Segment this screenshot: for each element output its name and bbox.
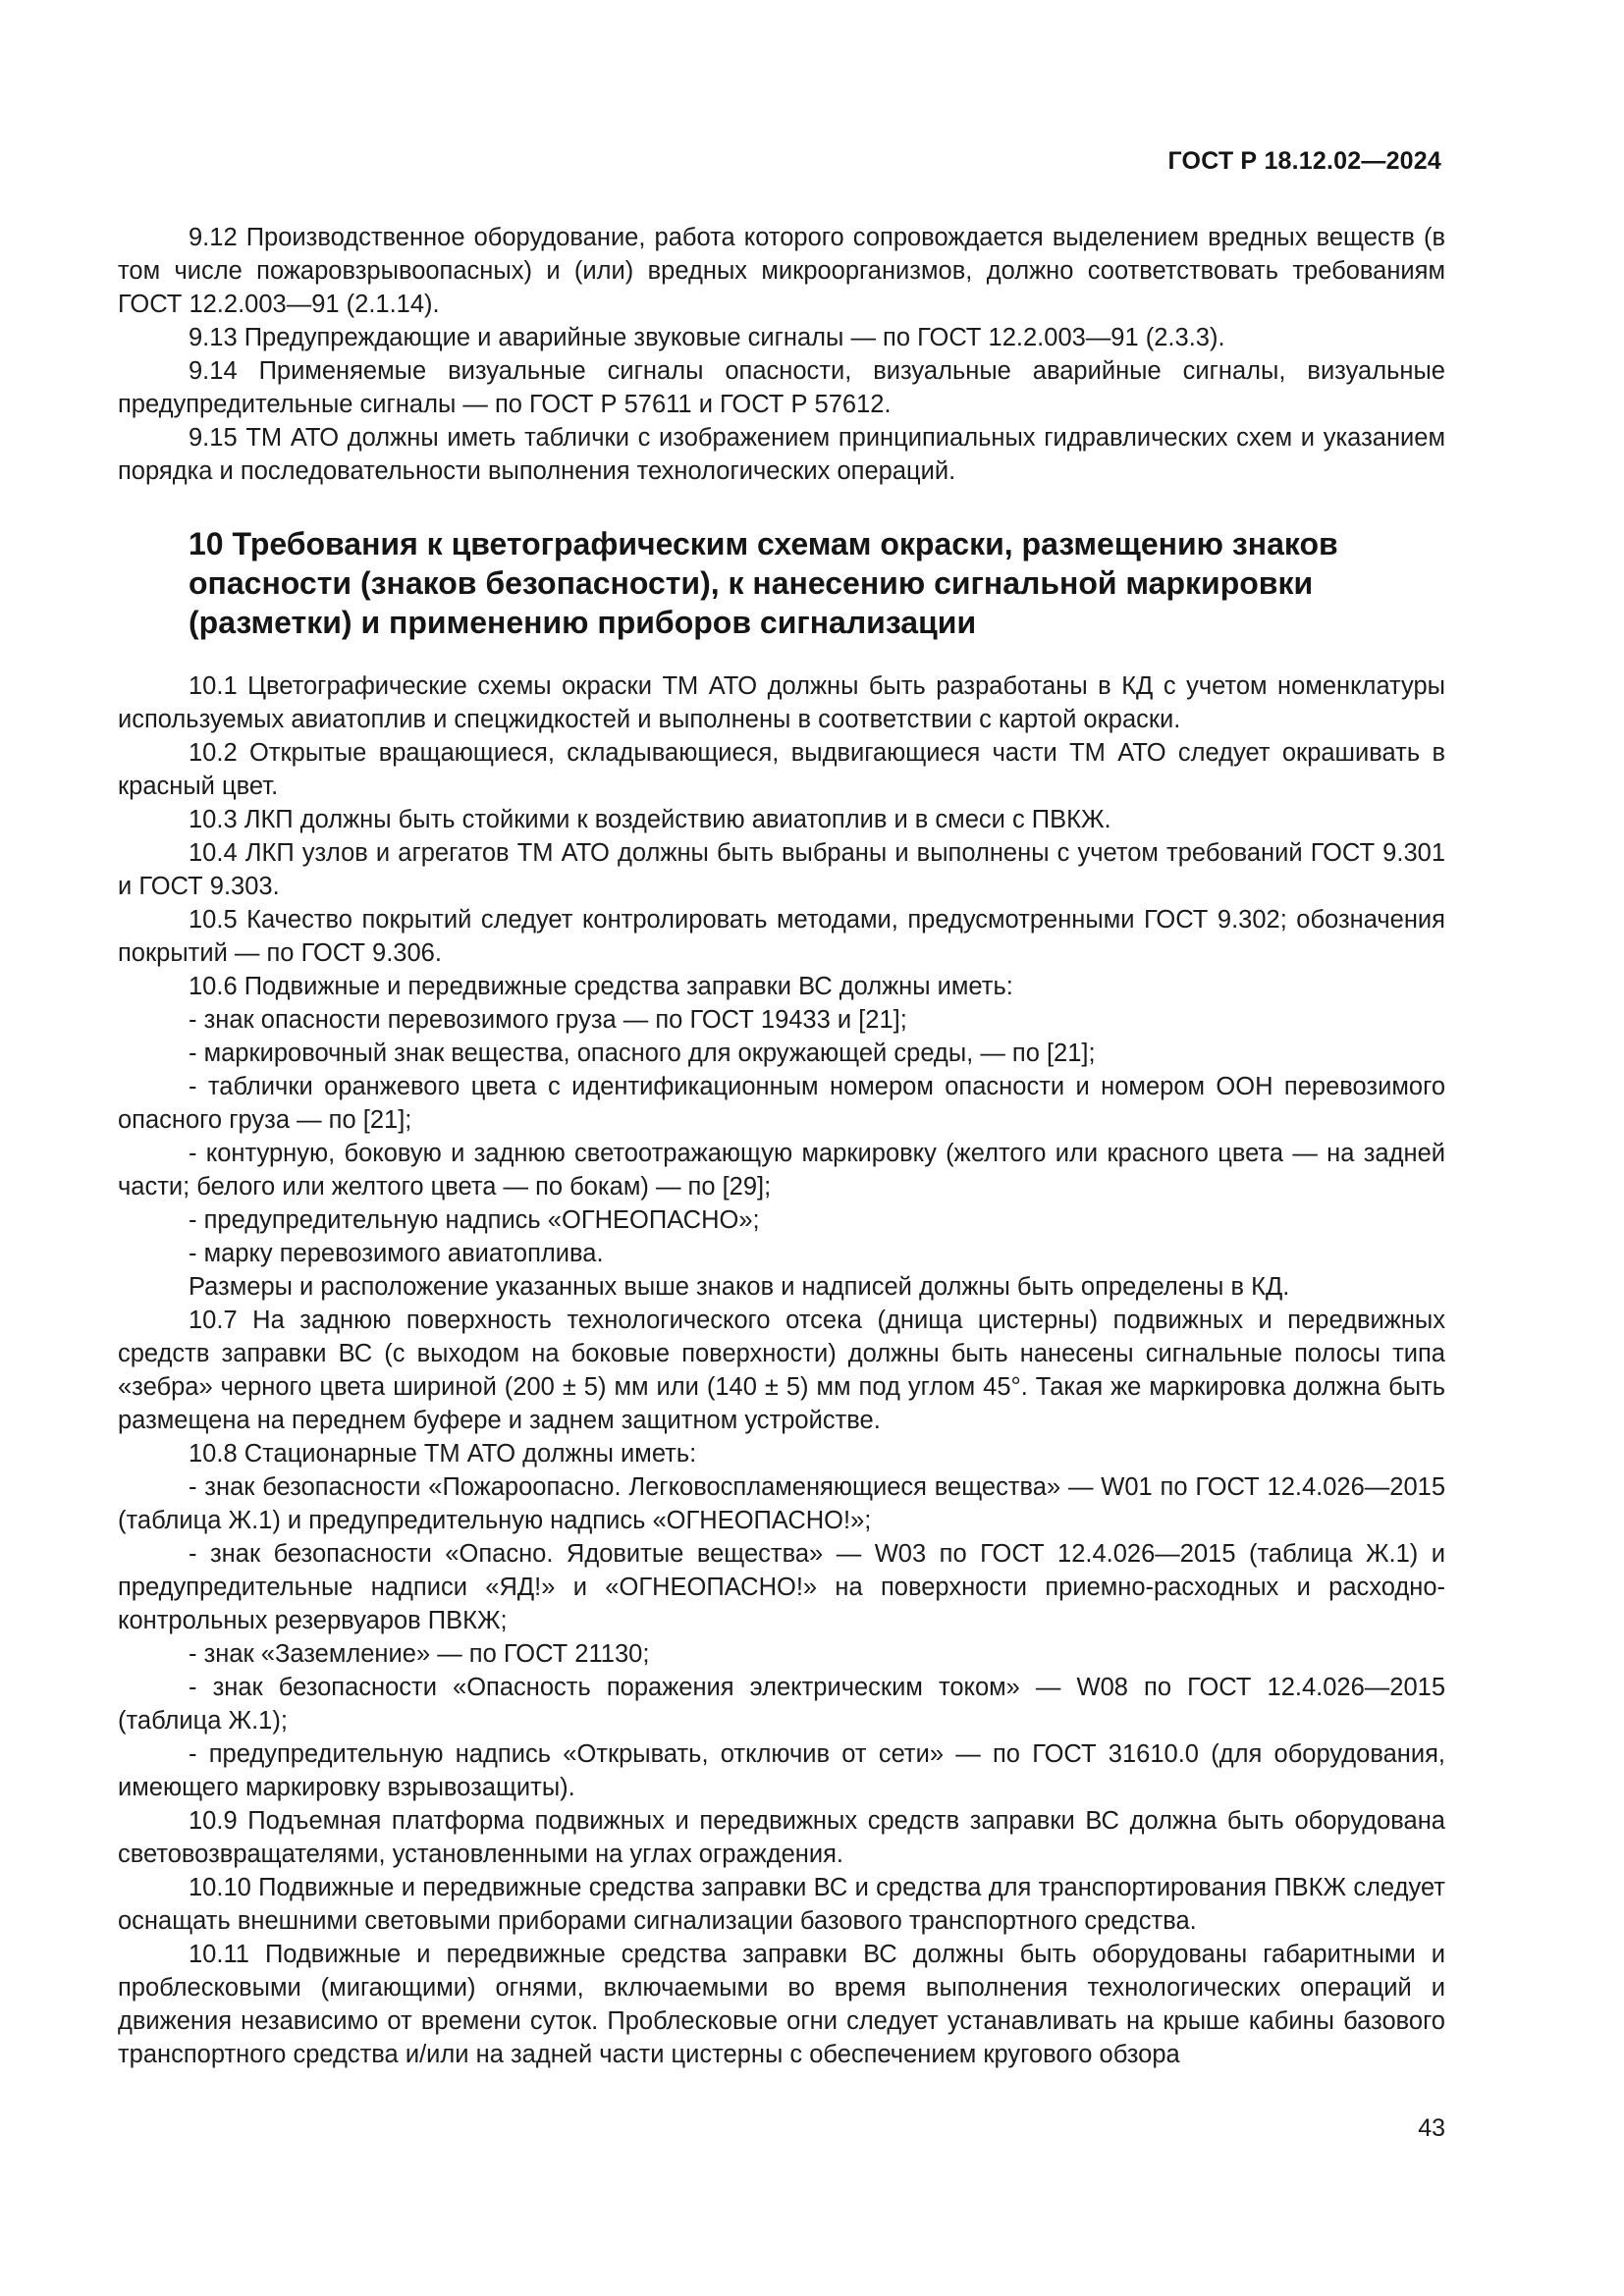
paragraph-9-13: 9.13 Предупреждающие и аварийные звуковые сигналы — по ГОСТ 12.2.003—91 (2.3.3).: [189, 324, 1225, 351]
list-item-10-8-a: - знак безопасности «Пожароопасно. Легковоспламеняющиеся вещества» — W01 по ГОСТ 12.4.026—2015 (таблица Ж.1) и предупредительную надпись «ОГНЕОПАСНО!»;: [118, 1473, 1445, 1534]
paragraph-10-1: 10.1 Цветографические схемы окраски ТМ АТО должны быть разработаны в КД с учетом номенклатуры используемых авиатоплив и спецжидкостей и выполнены в соответствии с картой окраски.: [118, 672, 1445, 733]
paragraph-10-8: 10.8 Стационарные ТМ АТО должны иметь:: [189, 1440, 697, 1468]
list-item-10-6-d: - контурную, боковую и заднюю светоотражающую маркировку (желтого или красного цвета — на задней части; белого или желтого цвета — по бокам) — по [29];: [118, 1140, 1445, 1201]
list-item-10-6-b: - маркировочный знак вещества, опасного для окружающей среды, — по [21];: [189, 1040, 1096, 1067]
list-item-10-8-b: - знак безопасности «Опасно. Ядовитые вещества» — W03 по ГОСТ 12.4.026—2015 (таблица Ж.1) и предупредительные надписи «ЯД!» и «ОГНЕОПАСНО!» на поверхности приемно-расходных и расходно-контрольных резервуаров ПВКЖ;: [118, 1540, 1445, 1634]
standard-id-header: ГОСТ Р 18.12.02—2024: [1167, 147, 1441, 175]
paragraph-9-12: 9.12 Производственное оборудование, работа которого сопровождается выделением вредных веществ (в том числе пожаровзрывоопасных) и (или) вредных микроорганизмов, должно соответствовать требованиям ГОСТ 12.2.003—91 (2.1.14).: [118, 224, 1445, 318]
paragraph-9-15: 9.15 ТМ АТО должны иметь таблички с изображением принципиальных гидравлических схем и указанием порядка и последовательности выполнения технологических операций.: [118, 424, 1445, 485]
paragraph-10-3: 10.3 ЛКП должны быть стойкими к воздействию авиатоплив и в смеси с ПВКЖ.: [189, 806, 1111, 833]
paragraph-10-11: 10.11 Подвижные и передвижные средства заправки ВС должны быть оборудованы габаритными и проблесковыми (мигающими) огнями, включаемыми во время выполнения технологических операций и движения независимо от времени суток. Проблесковые огни следует устанавливать на крыше кабины базового транспортного средства и/или на задней части цистерны с обеспечением кругового обзора: [118, 1941, 1445, 2068]
paragraph-10-4: 10.4 ЛКП узлов и агрегатов ТМ АТО должны быть выбраны и выполнены с учетом требований ГОСТ 9.301 и ГОСТ 9.303.: [118, 839, 1445, 900]
paragraph-10-10: 10.10 Подвижные и передвижные средства заправки ВС и средства для транспортирования ПВКЖ следует оснащать внешними световыми приборами сигнализации базового транспортного средства.: [118, 1874, 1445, 1935]
document-body: [118, 221, 1445, 2071]
paragraph-10-9: 10.9 Подъемная платформа подвижных и передвижных средств заправки ВС должна быть оборудована световозвращателями, установленными на углах ограждения.: [118, 1807, 1445, 1868]
paragraph-10-5: 10.5 Качество покрытий следует контролировать методами, предусмотренными ГОСТ 9.302; обозначения покрытий — по ГОСТ 9.306.: [118, 906, 1445, 967]
list-item-10-6-c: - таблички оранжевого цвета с идентификационным номером опасности и номером ООН перевозимого опасного груза — по [21];: [118, 1073, 1445, 1134]
list-item-10-6-e: - предупредительную надпись «ОГНЕОПАСНО»;: [189, 1206, 760, 1234]
paragraph-9-14: 9.14 Применяемые визуальные сигналы опасности, визуальные аварийные сигналы, визуальные предупредительные сигналы — по ГОСТ Р 57611 и ГОСТ Р 57612.: [118, 357, 1445, 418]
page-number: 43: [1418, 2114, 1445, 2142]
list-item-10-8-c: - знак «Заземление» — по ГОСТ 21130;: [189, 1640, 650, 1668]
list-item-10-6-a: - знак опасности перевозимого груза — по ГОСТ 19433 и [21];: [189, 1006, 907, 1034]
paragraph-10-6-note: Размеры и расположение указанных выше знаков и надписей должны быть определены в КД.: [189, 1273, 1290, 1301]
section-10-heading: 10 Требования к цветографическим схемам окраски, размещению знаков опасности (знаков безопасности), к нанесению сигнальной маркировки (разметки) и применению приборов сигнализации: [189, 526, 1338, 640]
list-item-10-6-f: - марку перевозимого авиатоплива.: [189, 1240, 604, 1267]
list-item-10-8-e: - предупредительную надпись «Открывать, отключив от сети» — по ГОСТ 31610.0 (для оборудования, имеющего маркировку взрывозащиты).: [118, 1740, 1445, 1801]
paragraph-10-7: 10.7 На заднюю поверхность технологического отсека (днища цистерны) подвижных и передвижных средств заправки ВС (с выходом на боковые поверхности) должны быть нанесены сигнальные полосы типа «зебра» черного цвета шириной (200 ± 5) мм или (140 ± 5) мм под углом 45°. Такая же маркировка должна быть размещена на переднем буфере и заднем защитном устройстве.: [118, 1307, 1445, 1434]
list-item-10-8-d: - знак безопасности «Опасность поражения электрическим током» — W08 по ГОСТ 12.4.026—2015 (таблица Ж.1);: [118, 1674, 1445, 1735]
paragraph-10-2: 10.2 Открытые вращающиеся, складывающиеся, выдвигающиеся части ТМ АТО следует окрашивать в красный цвет.: [118, 739, 1445, 800]
paragraph-10-6: 10.6 Подвижные и передвижные средства заправки ВС должны иметь:: [189, 973, 1013, 1000]
